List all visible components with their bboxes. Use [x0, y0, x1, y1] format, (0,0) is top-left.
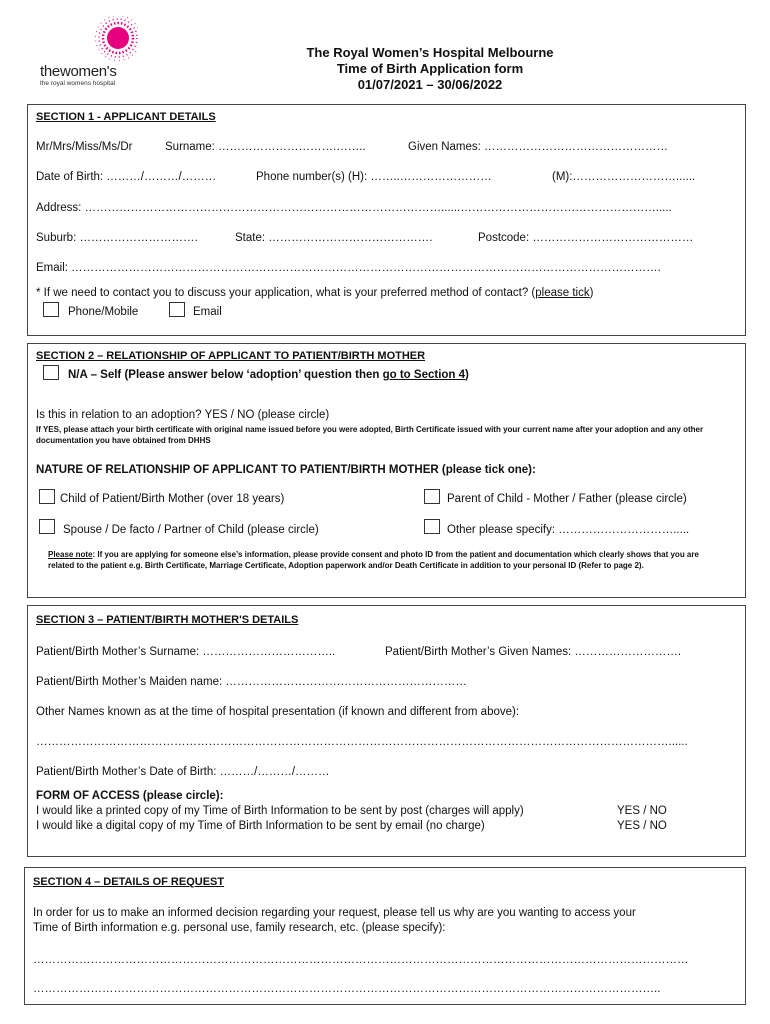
- logo-subtitle: the royal womens hospital: [40, 80, 116, 87]
- child-checkbox[interactable]: [39, 489, 55, 504]
- adoption-question: Is this in relation to an adoption? YES / NO (please circle): [36, 409, 330, 421]
- please-note: Please note: If you are applying for someone else’s information, please provide consent and photo ID from the patient and documentation which clearly shows that you are related to the patient e.g. Birth Certificate, Marriage Certificate, Adoption paperwork and/or Death Certificate in addition to your personal ID (Refer to page 2).: [48, 550, 699, 570]
- section-3-title: SECTION 3 – PATIENT/BIRTH MOTHER'S DETAILS: [36, 614, 299, 626]
- section-2-box: [27, 343, 746, 598]
- title-field[interactable]: Mr/Mrs/Miss/Ms/Dr: [36, 141, 133, 153]
- access-printed-label: I would like a printed copy of my Time of Birth Information to be sent by post (charges will apply): [36, 805, 524, 817]
- parent-checkbox[interactable]: [424, 489, 440, 504]
- contact-phone-checkbox[interactable]: [43, 302, 59, 317]
- other-names-label: Other Names known as at the time of hospital presentation (if known and different from above):: [36, 706, 520, 718]
- form-date-range: 01/07/2021 – 30/06/2022: [357, 77, 503, 92]
- parent-label: Parent of Child - Mother / Father (please circle): [447, 493, 687, 505]
- form-title: Time of Birth Application form: [336, 61, 524, 76]
- access-printed-yes-no[interactable]: YES / NO: [617, 805, 667, 817]
- access-digital-label: I would like a digital copy of my Time of Birth Information to be sent by email (no charge): [36, 820, 485, 832]
- na-self-label: N/A – Self (Please answer below ‘adoption’ question then go to Section 4): [68, 369, 469, 381]
- surname-field[interactable]: Surname: ………………………….……..: [165, 141, 366, 153]
- email-field[interactable]: Email: ……………………………………………………………………………………………………………………………………….: [36, 262, 661, 274]
- section-4-box: [24, 867, 746, 1005]
- other-checkbox[interactable]: [424, 519, 440, 534]
- postcode-field[interactable]: Postcode: ……………………………………: [478, 232, 694, 244]
- contact-phone-label: Phone/Mobile: [68, 306, 139, 318]
- mother-dob-field[interactable]: Patient/Birth Mother’s Date of Birth: ………/………/………: [36, 766, 330, 778]
- given-names-field[interactable]: Given Names: …………………………………………: [408, 141, 669, 153]
- na-self-checkbox[interactable]: [43, 365, 59, 380]
- request-reason-line-2[interactable]: ………………………………………………………………………………………………………………………………………………..: [33, 983, 661, 995]
- other-specify-field[interactable]: Other please specify: ………………………….....: [447, 524, 690, 536]
- contact-email-checkbox[interactable]: [169, 302, 185, 317]
- state-field[interactable]: State: …………………………………….: [235, 232, 433, 244]
- spouse-checkbox[interactable]: [39, 519, 55, 534]
- date-of-birth-field[interactable]: Date of Birth: ………/………/………: [36, 171, 217, 183]
- contact-email-label: Email: [193, 306, 222, 318]
- form-of-access-title: FORM OF ACCESS (please circle):: [36, 790, 224, 802]
- address-field[interactable]: Address: …………………………………………………………………………………......…………………………………………….....: [36, 202, 672, 214]
- mother-maiden-name-field[interactable]: Patient/Birth Mother’s Maiden name: ………………………………………………………: [36, 676, 467, 688]
- section-1-box: [27, 104, 746, 336]
- suburb-field[interactable]: Suburb: ………………………….: [36, 232, 198, 244]
- contact-question: * If we need to contact you to discuss your application, what is your preferred method of contact? (please tick): [36, 287, 594, 299]
- request-instructions-line-2: Time of Birth information e.g. personal use, family research, etc. (please specify):: [33, 922, 446, 934]
- child-label: Child of Patient/Birth Mother (over 18 years): [60, 493, 285, 505]
- section-4-title: SECTION 4 – DETAILS OF REQUEST: [33, 876, 225, 888]
- request-reason-line-1[interactable]: ………………………………………………………………………………………………………………………………………………………: [33, 954, 689, 966]
- section-3-box: [27, 605, 746, 857]
- mother-surname-field[interactable]: Patient/Birth Mother’s Surname: ……………………………..: [36, 646, 336, 658]
- nature-of-relationship-title: NATURE OF RELATIONSHIP OF APPLICANT TO PATIENT/BIRTH MOTHER (please tick one):: [36, 464, 536, 476]
- form-hospital-title: The Royal Women’s Hospital Melbourne: [306, 45, 554, 60]
- request-instructions-line-1: In order for us to make an informed decision regarding your request, please tell us why are you wanting to access your: [33, 907, 636, 919]
- section-2-title: SECTION 2 – RELATIONSHIP OF APPLICANT TO PATIENT/BIRTH MOTHER: [36, 350, 426, 362]
- logo-wordmark: thewomen's: [40, 63, 117, 80]
- phone-home-field[interactable]: Phone number(s) (H): ……..……………………: [256, 171, 492, 183]
- other-names-field[interactable]: …………………………………………………………………………………………………………………………………………………......: [36, 736, 688, 748]
- adoption-note: If YES, please attach your birth certificate with original name issued before you were adopted, Birth Certificate issued with your current name after your adoption and any other documentation you have obtained from DHHS: [36, 425, 704, 445]
- phone-mobile-field[interactable]: (M):………………………......: [552, 171, 696, 183]
- section-1-title: SECTION 1 - APPLICANT DETAILS: [36, 111, 216, 123]
- access-digital-yes-no[interactable]: YES / NO: [617, 820, 667, 832]
- spouse-label: Spouse / De facto / Partner of Child (please circle): [63, 524, 319, 536]
- mother-given-names-field[interactable]: Patient/Birth Mother’s Given Names: ……………………….: [385, 646, 682, 658]
